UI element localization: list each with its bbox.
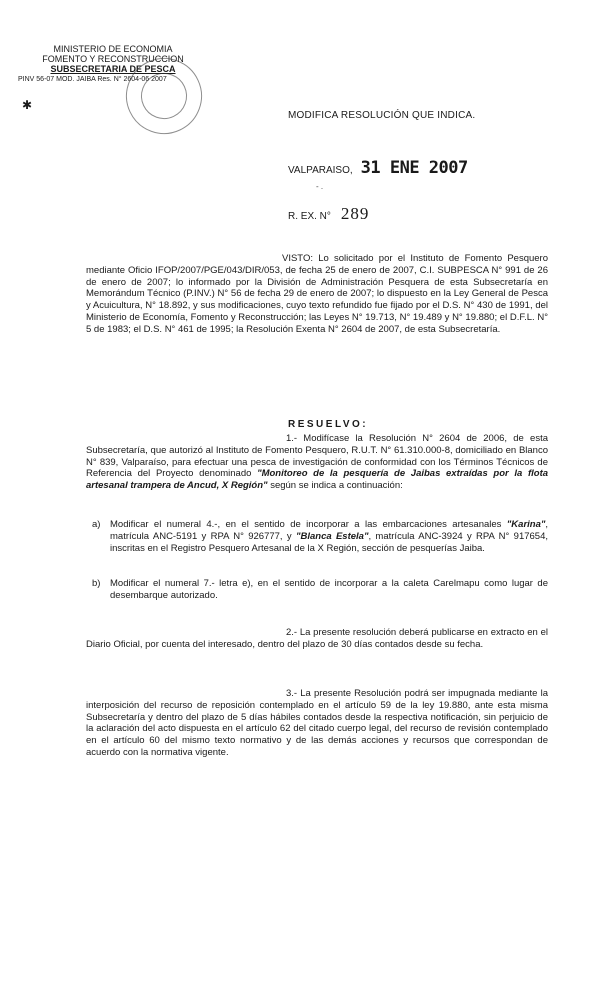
item-2-paragraph: 2.- La presente resolución deberá publicarse en extracto en el Diario Oficial, por cuenta del interesado, dentro del plazo de 30 días contados desde su fecha.	[86, 627, 548, 650]
file-reference: PINV 56-07 MOD. JAIBA Res. N° 2604-06 2007	[18, 76, 167, 83]
visto-text: Lo solicitado por el Instituto de Fomento Pesquero mediante Oficio IFOP/2007/PGE/043/DIR/053, de fecha 25 de enero de 2007, C.I. SUBPESCA N° 991 de 26 de enero de 2007; lo informado por la División de Administración Pesquera de esta Subsecretaría en Memorándum Técnico (P.INV.) N° 56 de fecha 29 de enero de 2007; lo dispuesto en la Ley General de Pesca y Acuicultura, N° 18.892, y sus modificaciones, cuyo texto refundido fue fijado por el D.S. N° 430 de 1991, del Ministerio de Economía, Fomento y Reconstrucción; las Leyes N° 19.713, N° 19.489 y N° 19.880; el D.F.L. N° 5 de 1983; el D.S. N° 461 de 1995; la Resolución Exenta N° 2604 de 2007, de esta Subsecretaría.	[86, 253, 549, 335]
sub-item-a-paragraph	[110, 519, 548, 554]
asterisk-mark-icon: ✱	[22, 98, 33, 112]
resuelvo-heading: RESUELVO:	[288, 419, 369, 430]
item-1-text: 1.- Modifícase la Resolución N° 2604 de 2006, de esta Subsecretaría, que autorizó al Instituto de Fomento Pesquero, R.U.T. N° 61.310.000-8, domiciliado en Blanco N° 839, Valparaíso, para efectuar una pesca de investigación de conformidad con los Términos Técnicos de Referencia del Proyecto denominado	[86, 433, 548, 480]
sub-item-a-text: Modificar el numeral 4.-, en el sentido de incorporar a las embarcaciones artesanales	[110, 519, 502, 530]
sub-item-b-paragraph: Modificar el numeral 7.- letra e), en el sentido de incorporar a la caleta Carelmapu como lugar de desembarque autorizado.	[110, 578, 548, 601]
document-subject: MODIFICA RESOLUCIÓN QUE INDICA.	[288, 110, 476, 121]
date-place: VALPARAISO,	[288, 165, 353, 176]
resolution-number-line	[288, 204, 369, 224]
sub-item-b-label: b)	[92, 578, 101, 589]
ministry-subname: FOMENTO Y RECONSTRUCCION	[42, 54, 184, 64]
undersecretariat-name: SUBSECRETARIA DE PESCA	[50, 64, 176, 74]
resolution-label: R. EX. N°	[288, 211, 331, 222]
date-line	[288, 158, 468, 178]
ministry-name: MINISTERIO DE ECONOMIA	[53, 44, 173, 54]
hand-mark-icon: - .	[316, 182, 324, 191]
vessel-name-blanca-estela: "Blanca Estela"	[295, 530, 369, 542]
sub-item-a-label: a)	[92, 519, 101, 530]
resolution-number: 289	[340, 204, 370, 223]
visto-paragraph	[86, 253, 548, 336]
vessel-name-karina: "Karina"	[506, 519, 546, 530]
item-1-tail: según se indica a continuación:	[270, 480, 403, 492]
visto-label: VISTO:	[282, 253, 313, 264]
item-1-paragraph	[86, 433, 548, 492]
item-3-paragraph: 3.- La presente Resolución podrá ser impugnada mediante la interposición del recurso de reposición contemplado en el artículo 59 de la ley 19.880, ante esta misma Subsecretaría y dentro del plazo de 5 días hábiles contados desde la respectiva notificación, sin perjuicio de la aclaración del acto dispuesta en el artículo 62 del citado cuerpo legal, del recurso de revisión contemplado en el artículo 60 del mismo texto normativo y de las demás acciones y recursos que correspondan de acuerdo con la normativa vigente.	[86, 688, 548, 758]
sub-item-a-text-3: , matrícula ANC-3924 y RPA N° 917654, inscritas en el Registro Pesquero Artesanal de la X Región, sección de pesquerías Jaiba.	[110, 530, 549, 554]
stamped-date: 31 ENE 2007	[360, 158, 468, 178]
sub-item-a-text-2: , matrícula ANC-5191 y RPA N° 926777, y	[110, 519, 549, 542]
project-title: "Monitoreo de la pesquería de Jaibas extraídas por la flota artesanal trampera de Ancud, X Región"	[86, 468, 549, 492]
